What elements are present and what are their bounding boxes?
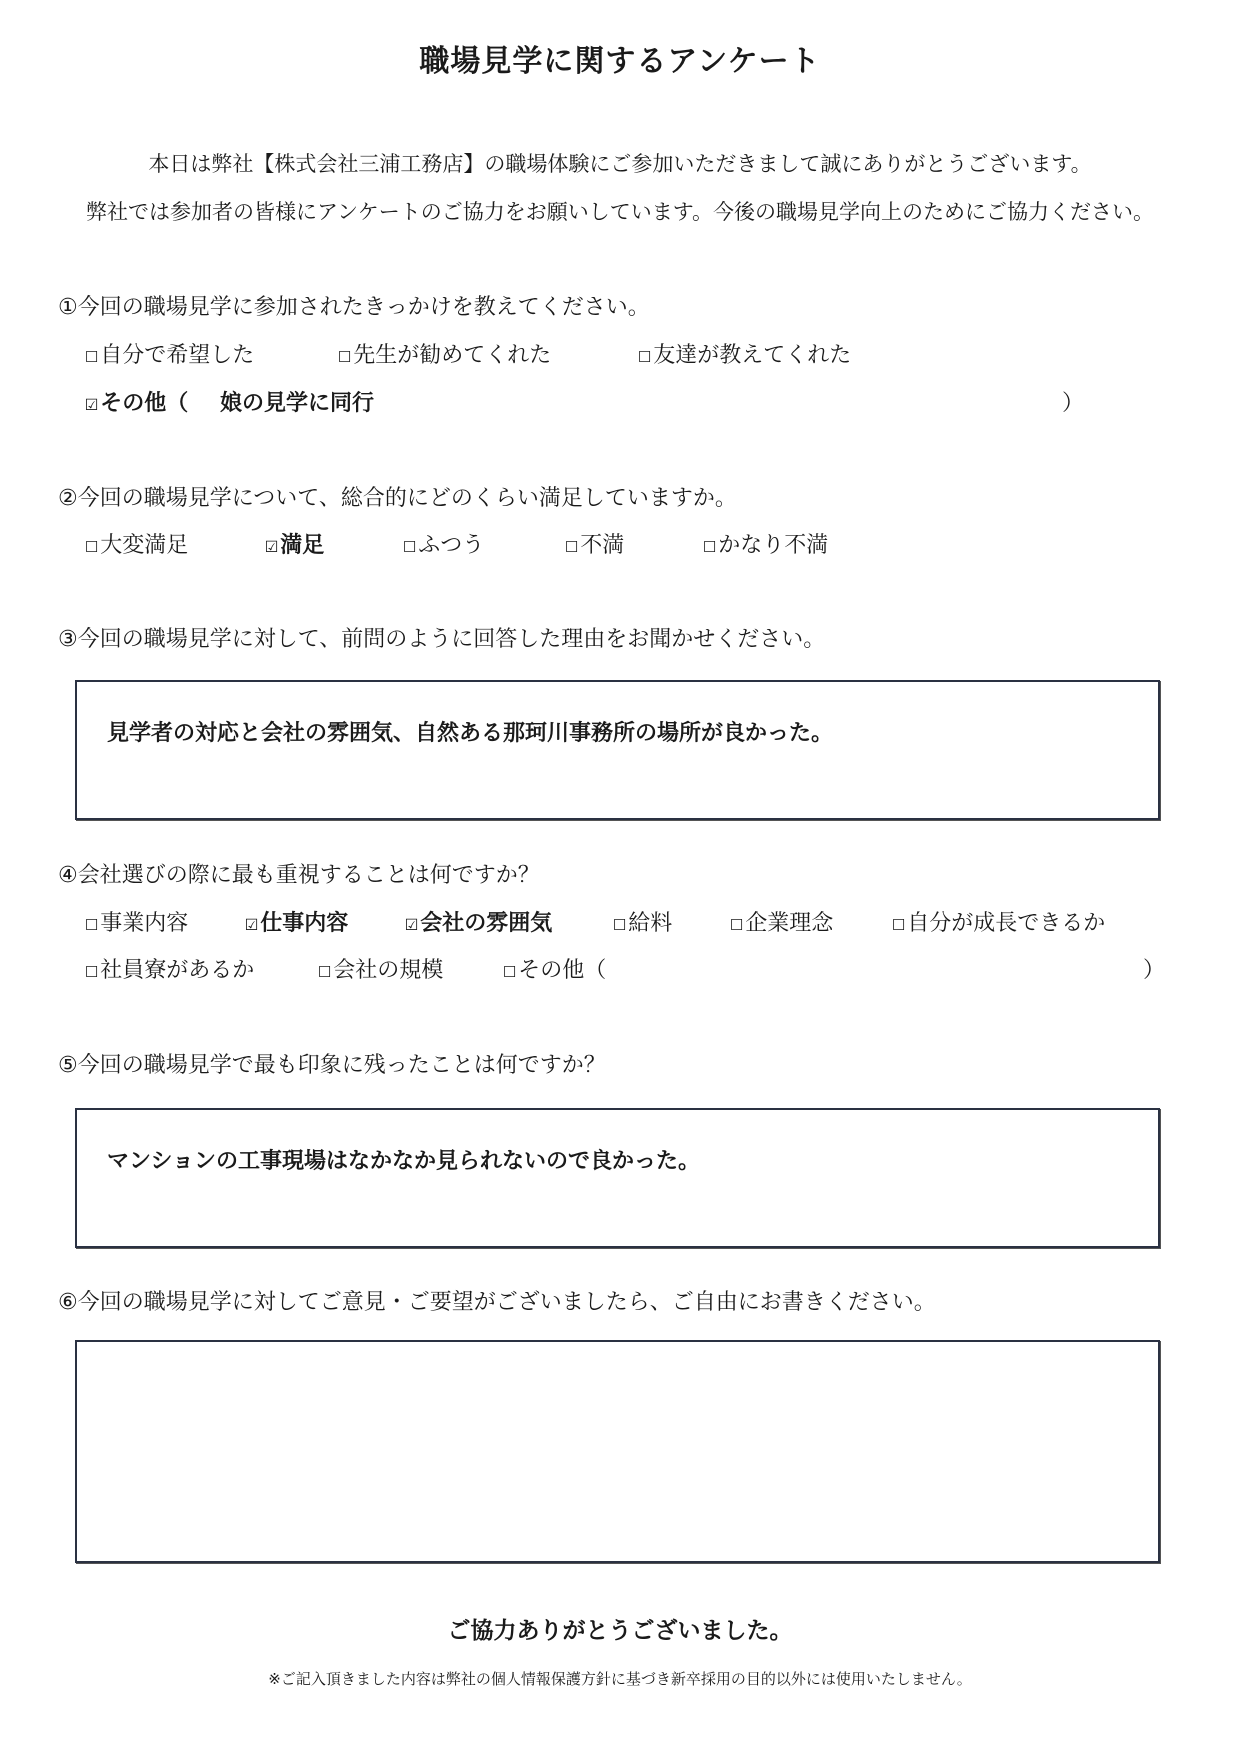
option-label: 満足 (280, 533, 325, 558)
q5-answer-text: マンションの工事現場はなかなか見られないので良かった。 (107, 1149, 701, 1174)
checkbox-icon[interactable]: ☐ (703, 533, 717, 558)
q1-option-friend[interactable] (638, 338, 851, 369)
q4-option-atmosphere[interactable] (405, 906, 552, 937)
question-4: ④会社選びの際に最も重視することは何ですか？ (58, 863, 540, 888)
checkbox-icon[interactable]: ☐ (318, 958, 332, 983)
q3-answer-text: 見学者の対応と会社の雰囲気、自然ある那珂川事務所の場所が良かった。 (107, 721, 834, 746)
question-2: ②今回の職場見学について、総合的にどのくらい満足していますか。 (58, 486, 737, 511)
q4-option-philosophy[interactable] (730, 906, 833, 937)
option-label: 社員寮があるか (100, 958, 255, 983)
option-label: かなり不満 (718, 533, 829, 558)
q1-option-other[interactable] (85, 386, 188, 417)
q4-option-growth[interactable] (892, 906, 1105, 937)
q2-option-satisfied[interactable] (265, 528, 324, 559)
q3-answer-box[interactable] (75, 680, 1160, 820)
q2-option-dissatisfied[interactable] (565, 528, 624, 559)
q4-option-company-size[interactable] (318, 953, 443, 984)
q5-answer-box[interactable] (75, 1108, 1160, 1248)
thanks-message: ご協力ありがとうございました。 (447, 1618, 793, 1644)
checked-checkbox-icon[interactable]: ☑ (405, 911, 419, 936)
checkbox-icon[interactable]: ☐ (403, 533, 417, 558)
q4-other-close: ） (1143, 958, 1166, 983)
q1-other-text[interactable]: 娘の見学に同行 (220, 391, 375, 416)
question-5: ⑤今回の職場見学で最も印象に残ったことは何ですか？ (58, 1053, 606, 1078)
q2-option-very-dissatisfied[interactable] (703, 528, 828, 559)
q2-option-neutral[interactable] (403, 528, 484, 559)
q1-other-close: ） (1062, 391, 1085, 416)
q1-option-teacher[interactable] (338, 338, 551, 369)
option-label: 仕事内容 (260, 911, 349, 936)
q4-option-salary[interactable] (613, 906, 672, 937)
q4-option-job[interactable] (245, 906, 348, 937)
checkbox-icon[interactable]: ☐ (892, 911, 906, 936)
checked-checkbox-icon[interactable]: ☑ (265, 533, 279, 558)
q4-option-other[interactable] (503, 953, 606, 984)
option-label: ふつう (418, 533, 485, 558)
question-3: ③今回の職場見学に対して、前問のように回答した理由をお聞かせください。 (58, 627, 826, 652)
option-label: 会社の規模 (333, 958, 444, 983)
checkbox-icon[interactable]: ☐ (503, 958, 517, 983)
q4-option-dormitory[interactable] (85, 953, 254, 984)
option-label: 大変満足 (100, 533, 189, 558)
checkbox-icon[interactable]: ☐ (85, 533, 99, 558)
checked-checkbox-icon[interactable]: ☑ (245, 911, 259, 936)
q4-option-business[interactable] (85, 906, 188, 937)
option-label: 事業内容 (100, 911, 189, 936)
option-label: その他（ (100, 391, 189, 416)
privacy-note: ※ご記入頂きました内容は弊社の個人情報保護方針に基づき新卒採用の目的以外には使用いたしません。 (268, 1670, 972, 1688)
checked-checkbox-icon[interactable]: ☑ (85, 391, 99, 416)
intro-line-2: 弊社では参加者の皆様にアンケートのご協力をお願いしています。今後の職場見学向上のためにご協力ください。 (85, 200, 1155, 224)
checkbox-icon[interactable]: ☐ (613, 911, 627, 936)
option-label: その他（ (518, 958, 607, 983)
q1-option-self[interactable] (85, 338, 254, 369)
checkbox-icon[interactable]: ☐ (730, 911, 744, 936)
option-label: 友達が教えてくれた (653, 343, 852, 368)
question-6: ⑥今回の職場見学に対してご意見・ご要望がございましたら、ご自由にお書きください。 (58, 1290, 936, 1315)
page-title: 職場見学に関するアンケート (419, 44, 821, 79)
option-label: 会社の雰囲気 (420, 911, 553, 936)
option-label: 企業理念 (745, 911, 834, 936)
option-label: 自分で希望した (100, 343, 255, 368)
option-label: 先生が勧めてくれた (353, 343, 552, 368)
checkbox-icon[interactable]: ☐ (338, 343, 352, 368)
q2-option-very-satisfied[interactable] (85, 528, 188, 559)
question-1: ①今回の職場見学に参加されたきっかけを教えてください。 (58, 295, 650, 320)
checkbox-icon[interactable]: ☐ (565, 533, 579, 558)
option-label: 不満 (580, 533, 625, 558)
intro-line-1: 本日は弊社【株式会社三浦工務店】の職場体験にご参加いただきまして誠にありがとうございます。 (148, 152, 1092, 176)
checkbox-icon[interactable]: ☐ (85, 911, 99, 936)
checkbox-icon[interactable]: ☐ (638, 343, 652, 368)
checkbox-icon[interactable]: ☐ (85, 343, 99, 368)
q6-answer-box[interactable] (75, 1340, 1160, 1563)
option-label: 給料 (628, 911, 673, 936)
option-label: 自分が成長できるか (907, 911, 1106, 936)
checkbox-icon[interactable]: ☐ (85, 958, 99, 983)
